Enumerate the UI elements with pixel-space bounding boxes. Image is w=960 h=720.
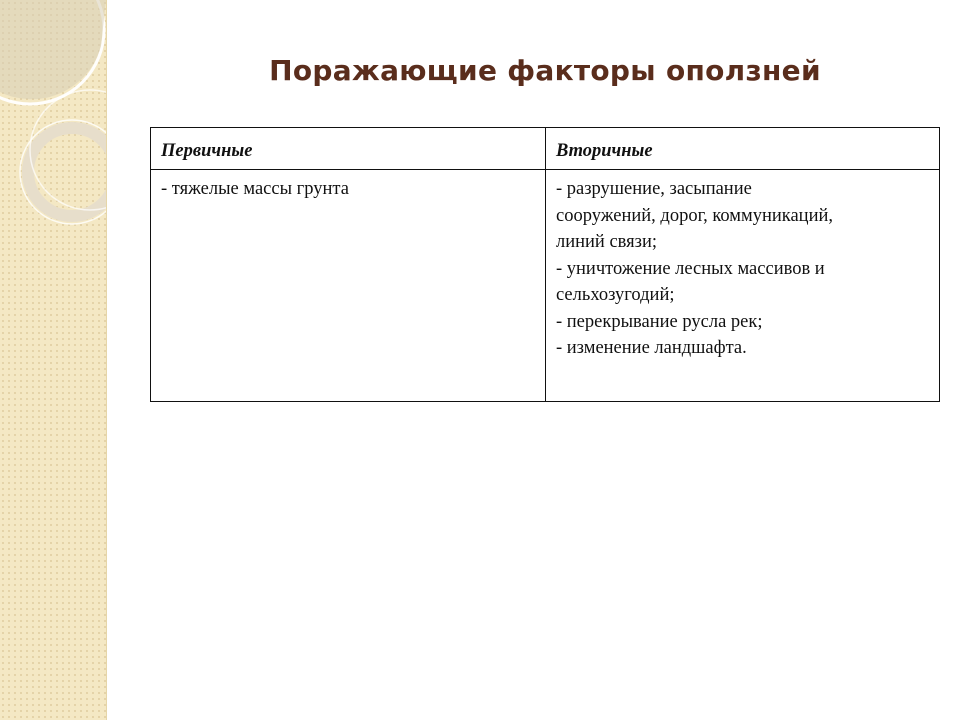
header-primary: Первичные [151,128,546,170]
secondary-factor-line: сельхозугодий; [556,285,675,305]
table-header-row [151,128,940,170]
decorative-rings-graphic [0,0,106,720]
header-secondary: Вторичные [546,128,940,170]
secondary-factor-line: - разрушение, засыпание [556,179,752,199]
secondary-factor-line: линий связи; [556,232,658,252]
secondary-factor-line: сооружений, дорог, коммуникаций, [556,205,833,226]
secondary-factors-cell [546,170,940,402]
secondary-factor-line: - изменение ландшафта. [556,338,747,358]
slide-title: Поражающие факторы оползней [269,54,821,87]
primary-factor-line: - тяжелые массы грунта [161,179,349,199]
primary-factors-cell [151,170,546,402]
secondary-factor-line: - уничтожение лесных массивов и [556,258,825,279]
table-row [151,170,940,402]
secondary-factor-line: - перекрывание русла рек; [556,311,763,332]
decorative-sidebar [0,0,107,720]
factors-table [150,127,940,402]
